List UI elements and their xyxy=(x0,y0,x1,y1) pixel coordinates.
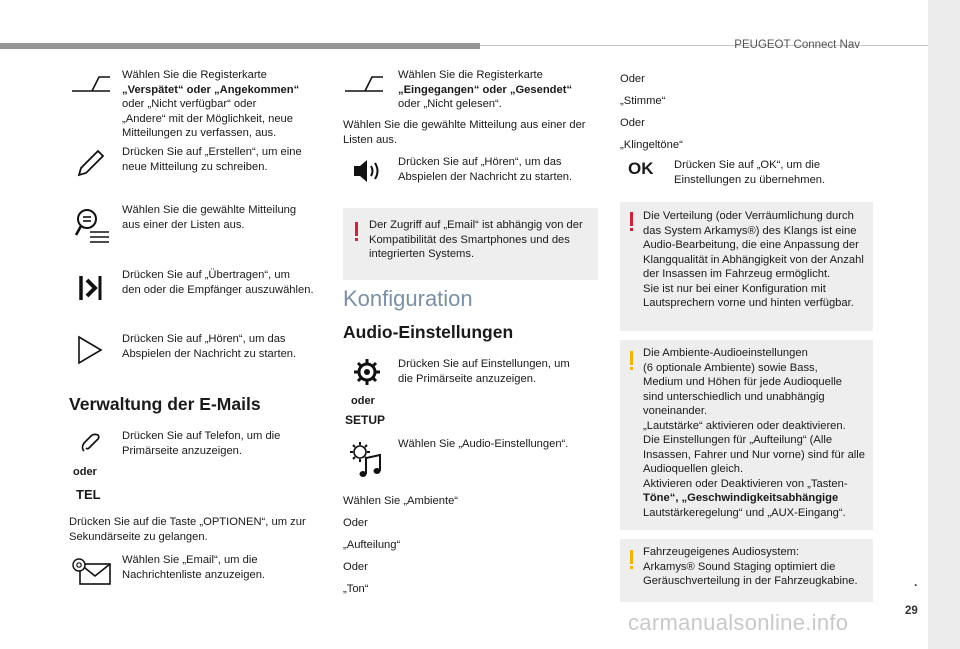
warning-text: Der Zugriff auf „Email“ ist abhängig von der Kompatibilität des Smartphones und des integrierten Systems. xyxy=(369,219,583,260)
text-block: Drücken Sie auf Telefon, um die Primärseite anzuzeigen. xyxy=(122,430,281,457)
warning-text: Die Verteilung (oder Verräumlichung durch das System Arkamys®) des Klangs ist eine Audio-Bearbeitung, die eine Anpassung der Klangqualität in Abhängigkeit von der Anzahl der Insassen im Fahrzeug ermöglicht. Sie ist nur bei einer Konfiguration mit Lautsprechern vorne und hinten verfügbar. xyxy=(643,210,864,309)
play-icon xyxy=(76,334,104,366)
section-heading: Audio-Einstellungen xyxy=(343,322,514,342)
warning-box xyxy=(620,202,873,331)
info-icon xyxy=(630,550,633,564)
text-block: Drücken Sie auf „Übertragen“, um den oder die Empfänger auszuwählen. xyxy=(122,269,314,296)
pencil-icon xyxy=(76,148,106,178)
page-marker: . xyxy=(914,575,918,589)
edit-line-icon xyxy=(343,72,385,96)
warning-icon-dot xyxy=(630,228,633,231)
text-block: Wählen Sie „Audio-Einstellungen“. xyxy=(398,438,569,450)
text-block: Wählen Sie die Registerkarte „Verspätet“ oder „Angekommen“ oder „Nicht verfügbar“ oder „Andere“ mit der Möglichkeit, neue Mitteilungen zu verfassen, aus. xyxy=(122,69,300,139)
speaker-icon xyxy=(352,156,384,186)
page-side-tab xyxy=(928,0,960,649)
or-label: oder xyxy=(73,466,97,478)
select-recipient-icon xyxy=(78,274,106,302)
tel-label: TEL xyxy=(76,487,101,502)
warning-icon xyxy=(355,222,358,236)
info-box xyxy=(620,539,873,602)
option-list: Oder „Stimme“ Oder „Klingeltöne“ xyxy=(620,73,683,151)
setup-label: SETUP xyxy=(345,413,386,427)
text-block: Drücken Sie auf „Erstellen“, um eine neue Mitteilung zu schreiben. xyxy=(122,146,302,173)
text-block: Drücken Sie auf „Hören“, um das Abspielen der Nachricht zu starten. xyxy=(122,333,297,360)
page-number: 29 xyxy=(905,605,918,617)
warning-box xyxy=(343,208,598,280)
option-list: Wählen Sie „Ambiente“ Oder „Aufteilung“ Oder „Ton“ xyxy=(343,495,459,595)
ok-icon: OK xyxy=(628,159,654,178)
warning-icon xyxy=(630,212,633,226)
section-heading: Verwaltung der E-Mails xyxy=(69,394,261,414)
header-rule xyxy=(0,43,480,49)
or-label: oder xyxy=(351,395,375,407)
paragraph: Wählen Sie die gewählte Mitteilung aus einer der Listen aus. xyxy=(343,119,586,146)
edit-line-icon xyxy=(70,72,112,96)
info-text: Fahrzeugeigenes Audiosystem: Arkamys® Sound Staging optimiert die Geräuschverteilung in der Fahrzeugkabine. xyxy=(643,546,858,587)
phone-icon xyxy=(80,431,104,455)
text-block: Drücken Sie auf „OK“, um die Einstellungen zu übernehmen. xyxy=(674,159,826,186)
email-icon xyxy=(72,556,112,588)
info-box xyxy=(620,340,873,530)
section-heading-main: Konfiguration xyxy=(343,286,473,311)
text-block: Wählen Sie die gewählte Mitteilung aus einer der Listen aus. xyxy=(122,204,297,231)
brand-header: PEUGEOT Connect Nav xyxy=(734,39,860,51)
message-list-icon xyxy=(72,205,112,245)
text-block: Wählen Sie die Registerkarte „Eingegangen“ oder „Gesendet“ oder „Nicht gelesen“. xyxy=(398,69,573,110)
gear-icon xyxy=(353,358,381,386)
info-icon-dot xyxy=(630,566,633,569)
warning-icon-dot xyxy=(355,238,358,241)
text-block: Wählen Sie „Email“, um die Nachrichtenliste anzuzeigen. xyxy=(122,554,266,581)
info-icon xyxy=(630,351,633,365)
text-block: Drücken Sie auf „Hören“, um das Abspielen der Nachricht zu starten. xyxy=(398,156,573,183)
paragraph: Drücken Sie auf die Taste „OPTIONEN“, um zur Sekundärseite zu gelangen. xyxy=(69,516,306,543)
gear-music-icon xyxy=(348,440,384,480)
watermark: carmanualsonline.info xyxy=(628,610,849,635)
info-text: Die Ambiente-Audioeinstellungen (6 optionale Ambiente) sowie Bass, Medium und Höhen für jede Audioquelle sind unterschiedlich und unabhängig voneinander. „Lautstärke“ aktivieren oder deaktivieren. Die Einstellungen für „Aufteilung“ (Alle Insassen, Fahrer und Nur vorne) sind für alle Audioquellen gleich. Aktivieren oder Deaktivieren von „Tasten- Töne“, „Geschwindigkeitsabhängige Lautstärkeregelung“ und „AUX-Eingang“. xyxy=(643,347,865,519)
text-block: Drücken Sie auf Einstellungen, um die Primärseite anzuzeigen. xyxy=(398,358,570,385)
info-icon-dot xyxy=(630,367,633,370)
